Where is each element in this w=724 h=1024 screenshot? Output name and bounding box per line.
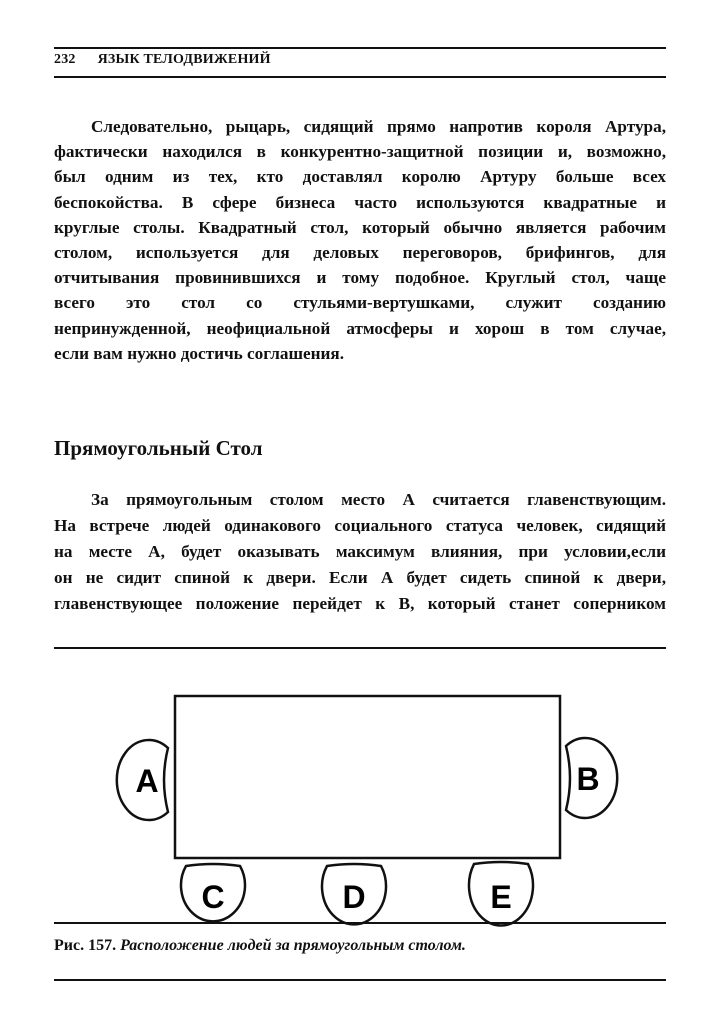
text-line: всего это стол со стульями-вертушками, служит созданию (54, 293, 666, 313)
seat-label: D (342, 879, 366, 915)
text-line: На встрече людей одинакового социального статуса человек, сидящий (54, 516, 666, 535)
caption-bottom-rule (54, 979, 666, 981)
seat-label: B (576, 761, 600, 797)
seat-e (469, 862, 533, 925)
seat-label: A (135, 763, 159, 799)
caption-top-rule (54, 922, 666, 924)
text-line: отчитывания провинившихся и тому подобное. Круглый стол, чаще (54, 268, 666, 288)
seat-c (181, 864, 245, 921)
rectangular-table (175, 696, 560, 858)
caption-label: Рис. 157. (54, 937, 117, 954)
text-line: фактически находился в конкурентно-защитной позиции и, возможно, (54, 142, 666, 162)
text-line: был одним из тех, кто доставлял королю Артуру больше всех (54, 167, 666, 187)
page-number: 232 (54, 52, 76, 67)
section-heading: Прямоугольный Стол (54, 436, 263, 460)
seat-d (322, 864, 386, 924)
running-title: ЯЗЫК ТЕЛОДВИЖЕНИЙ (97, 52, 271, 67)
text-line: на месте А, будет оказывать максимум влияния, при условии,если (54, 542, 666, 561)
figure-caption (54, 937, 466, 955)
text-line: если вам нужно достичь соглашения. (54, 343, 344, 363)
text-line: столом, используется для деловых переговоров, брифингов, для (54, 242, 666, 262)
text-line: Следовательно, рыцарь, сидящий прямо напротив короля Артура, (91, 117, 666, 136)
text-line: он не сидит спиной к двери. Если А будет сидеть спиной к двери, (54, 568, 666, 587)
text-line: круглые столы. Квадратный стол, который обычно является рабочим (54, 217, 666, 237)
text-line: За прямоугольным столом место А считается главенствующим. (91, 490, 666, 509)
seat-b (566, 738, 617, 818)
text-line: главенствующее положение перейдет к В, который станет соперником (54, 594, 666, 613)
seat-label: C (201, 879, 225, 915)
seat-label: E (490, 879, 512, 915)
text-line: непринужденной, неофициальной атмосферы и хорош в том случае, (54, 318, 666, 338)
text-line: беспокойства. В сфере бизнеса часто используются квадратные и (54, 192, 666, 212)
caption-text: Расположение людей за прямоугольным столом. (120, 937, 466, 954)
seat-a (117, 740, 168, 820)
